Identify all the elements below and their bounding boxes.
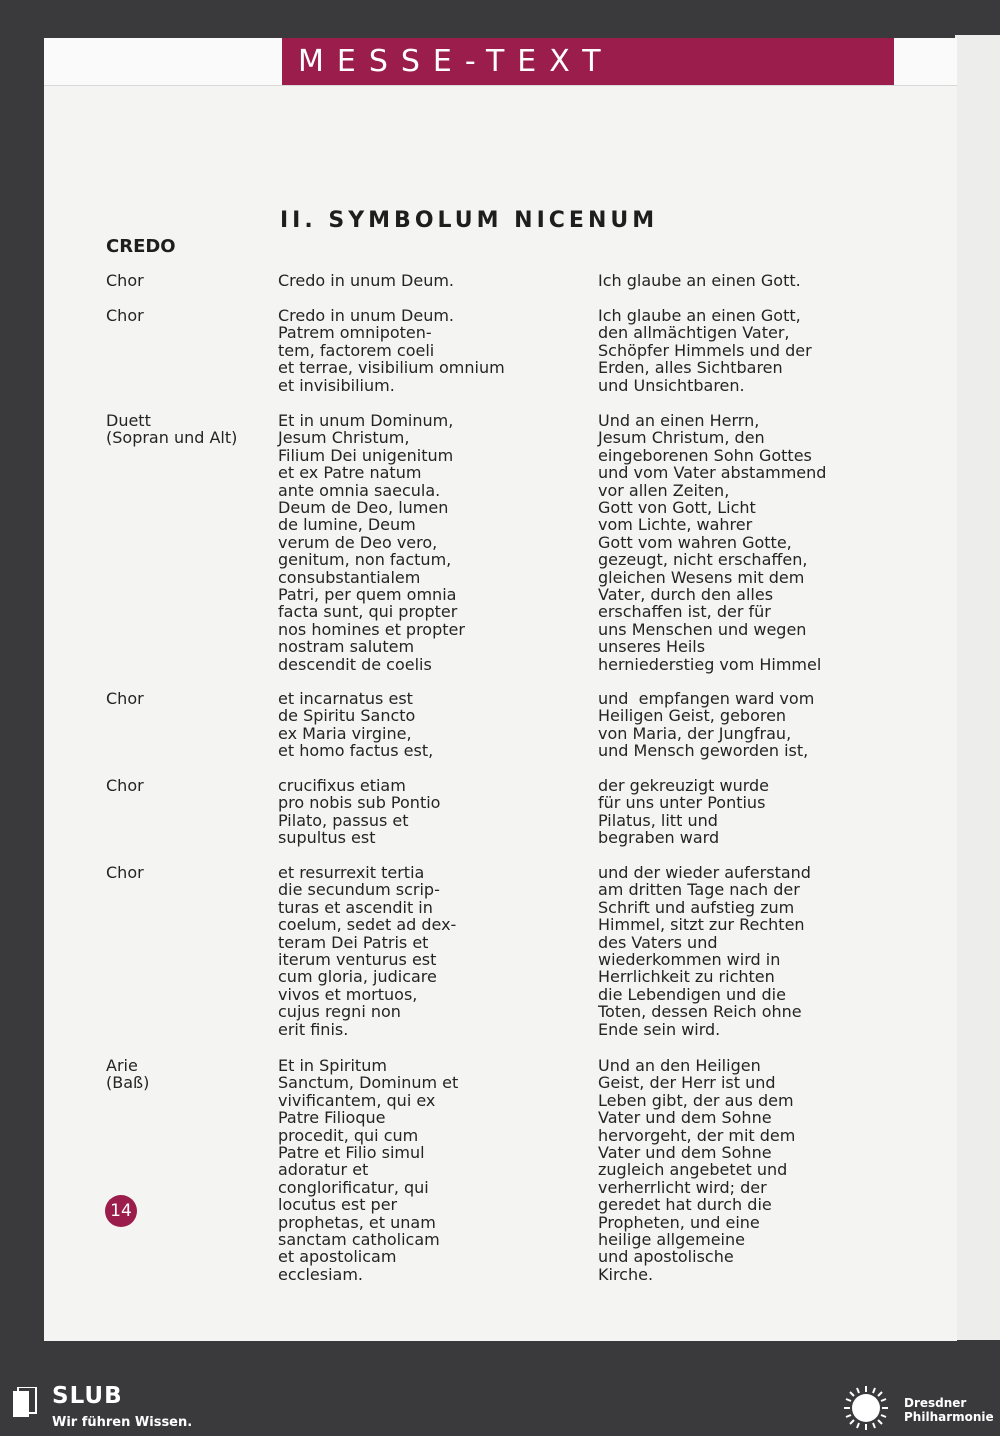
german-text: Und an den Heiligen Geist, der Herr ist und Leben gibt, der aus dem Vater und dem Sohne hervorgeht, der mit dem Vater und dem Sohne zugleich angebetet und verherrlicht wird; der geredet hat durch die Propheten, und eine heilige allgemeine und apostolische Kirche. — [598, 1056, 796, 1284]
latin-text: crucifixus etiam pro nobis sub Pontio Pilato, passus et supultus est — [278, 776, 441, 848]
document-page — [44, 38, 957, 1341]
latin-text: Credo in unum Deum. — [278, 271, 455, 290]
latin-text: Et in Spiritum Sanctum, Dominum et vivificantem, qui ex Patre Filioque procedit, qui cum Patre et Filio simul adoratur et conglorificatur, qui locutus est per prophetas, et unam sanctam catholicam et apostolicam ecclesiam. — [278, 1056, 459, 1284]
voice-label: Chor — [106, 776, 144, 795]
adjacent-page — [955, 35, 1000, 1340]
voice-label: Chor — [106, 271, 144, 290]
latin-text: Et in unum Dominum, Jesum Christum, Filium Dei unigenitum et ex Patre natum ante omnia saecula. Deum de Deo, lumen de lumine, Deum verum de Deo vero, genitum, non factum, consubstantialem Patri, per quem omnia facta sunt, qui propter nos homines et propter nostram salutem descendit de coelis — [278, 411, 465, 674]
footer-bar — [0, 1383, 1000, 1433]
voice-label: Duett (Sopran und Alt) — [106, 411, 238, 448]
library-tagline: Wir führen Wissen. — [52, 1415, 193, 1430]
german-text: Und an einen Herrn, Jesum Christum, den eingeborenen Sohn Gottes und vom Vater abstammend vor allen Zeiten, Gott von Gott, Licht vom Lichte, wahrer Gott vom wahren Gotte, gezeugt, nicht erschaffen, gleichen Wesens mit dem Vater, durch den alles erschaffen ist, der für uns Menschen und wegen unseres Heils herniederstieg vom Himmel — [598, 411, 827, 674]
voice-label: Chor — [106, 863, 144, 882]
latin-text: et resurrexit tertia die secundum scrip- turas et ascendit in coelum, sedet ad dex- teram Dei Patris et iterum venturus est cum gloria, judicare vivos et mortuos, cujus regni non erit finis. — [278, 863, 457, 1039]
section-subtitle: CREDO — [106, 236, 176, 257]
header-title: MESSE-TEXT — [298, 44, 614, 79]
header-band — [282, 38, 894, 85]
german-text: der gekreuzigt wurde für uns unter Pontius Pilatus, litt und begraben ward — [598, 776, 770, 848]
latin-text: et incarnatus est de Spiritu Sancto ex Maria virgine, et homo factus est, — [278, 689, 434, 761]
section-title: II. SYMBOLUM NICENUM — [280, 208, 659, 233]
partner-name: Dresdner Philharmonie — [904, 1396, 994, 1424]
sun-logo-icon — [840, 1384, 892, 1432]
voice-label: Arie (Baß) — [106, 1056, 150, 1093]
german-text: und empfangen ward vom Heiligen Geist, geboren von Maria, der Jungfrau, und Mensch geworden ist, — [598, 689, 815, 761]
german-text: und der wieder auferstand am dritten Tage nach der Schrift und aufstieg zum Himmel, sitzt zur Rechten des Vaters und wiederkommen wird in Herrlichkeit zu richten die Lebendigen und die Toten, dessen Reich ohne Ende sein wird. — [598, 863, 811, 1039]
voice-label: Chor — [106, 306, 144, 325]
voice-label: Chor — [106, 689, 144, 708]
library-name: SLUB — [52, 1383, 123, 1409]
german-text: Ich glaube an einen Gott. — [598, 271, 801, 290]
latin-text: Credo in unum Deum. Patrem omnipoten- tem, factorem coeli et terrae, visibilium omnium et invisibilium. — [278, 306, 505, 395]
page-number-badge: 14 — [105, 1195, 137, 1227]
book-icon — [12, 1387, 38, 1419]
german-text: Ich glaube an einen Gott, den allmächtigen Vater, Schöpfer Himmels und der Erden, alles Sichtbaren und Unsichtbaren. — [598, 306, 812, 395]
